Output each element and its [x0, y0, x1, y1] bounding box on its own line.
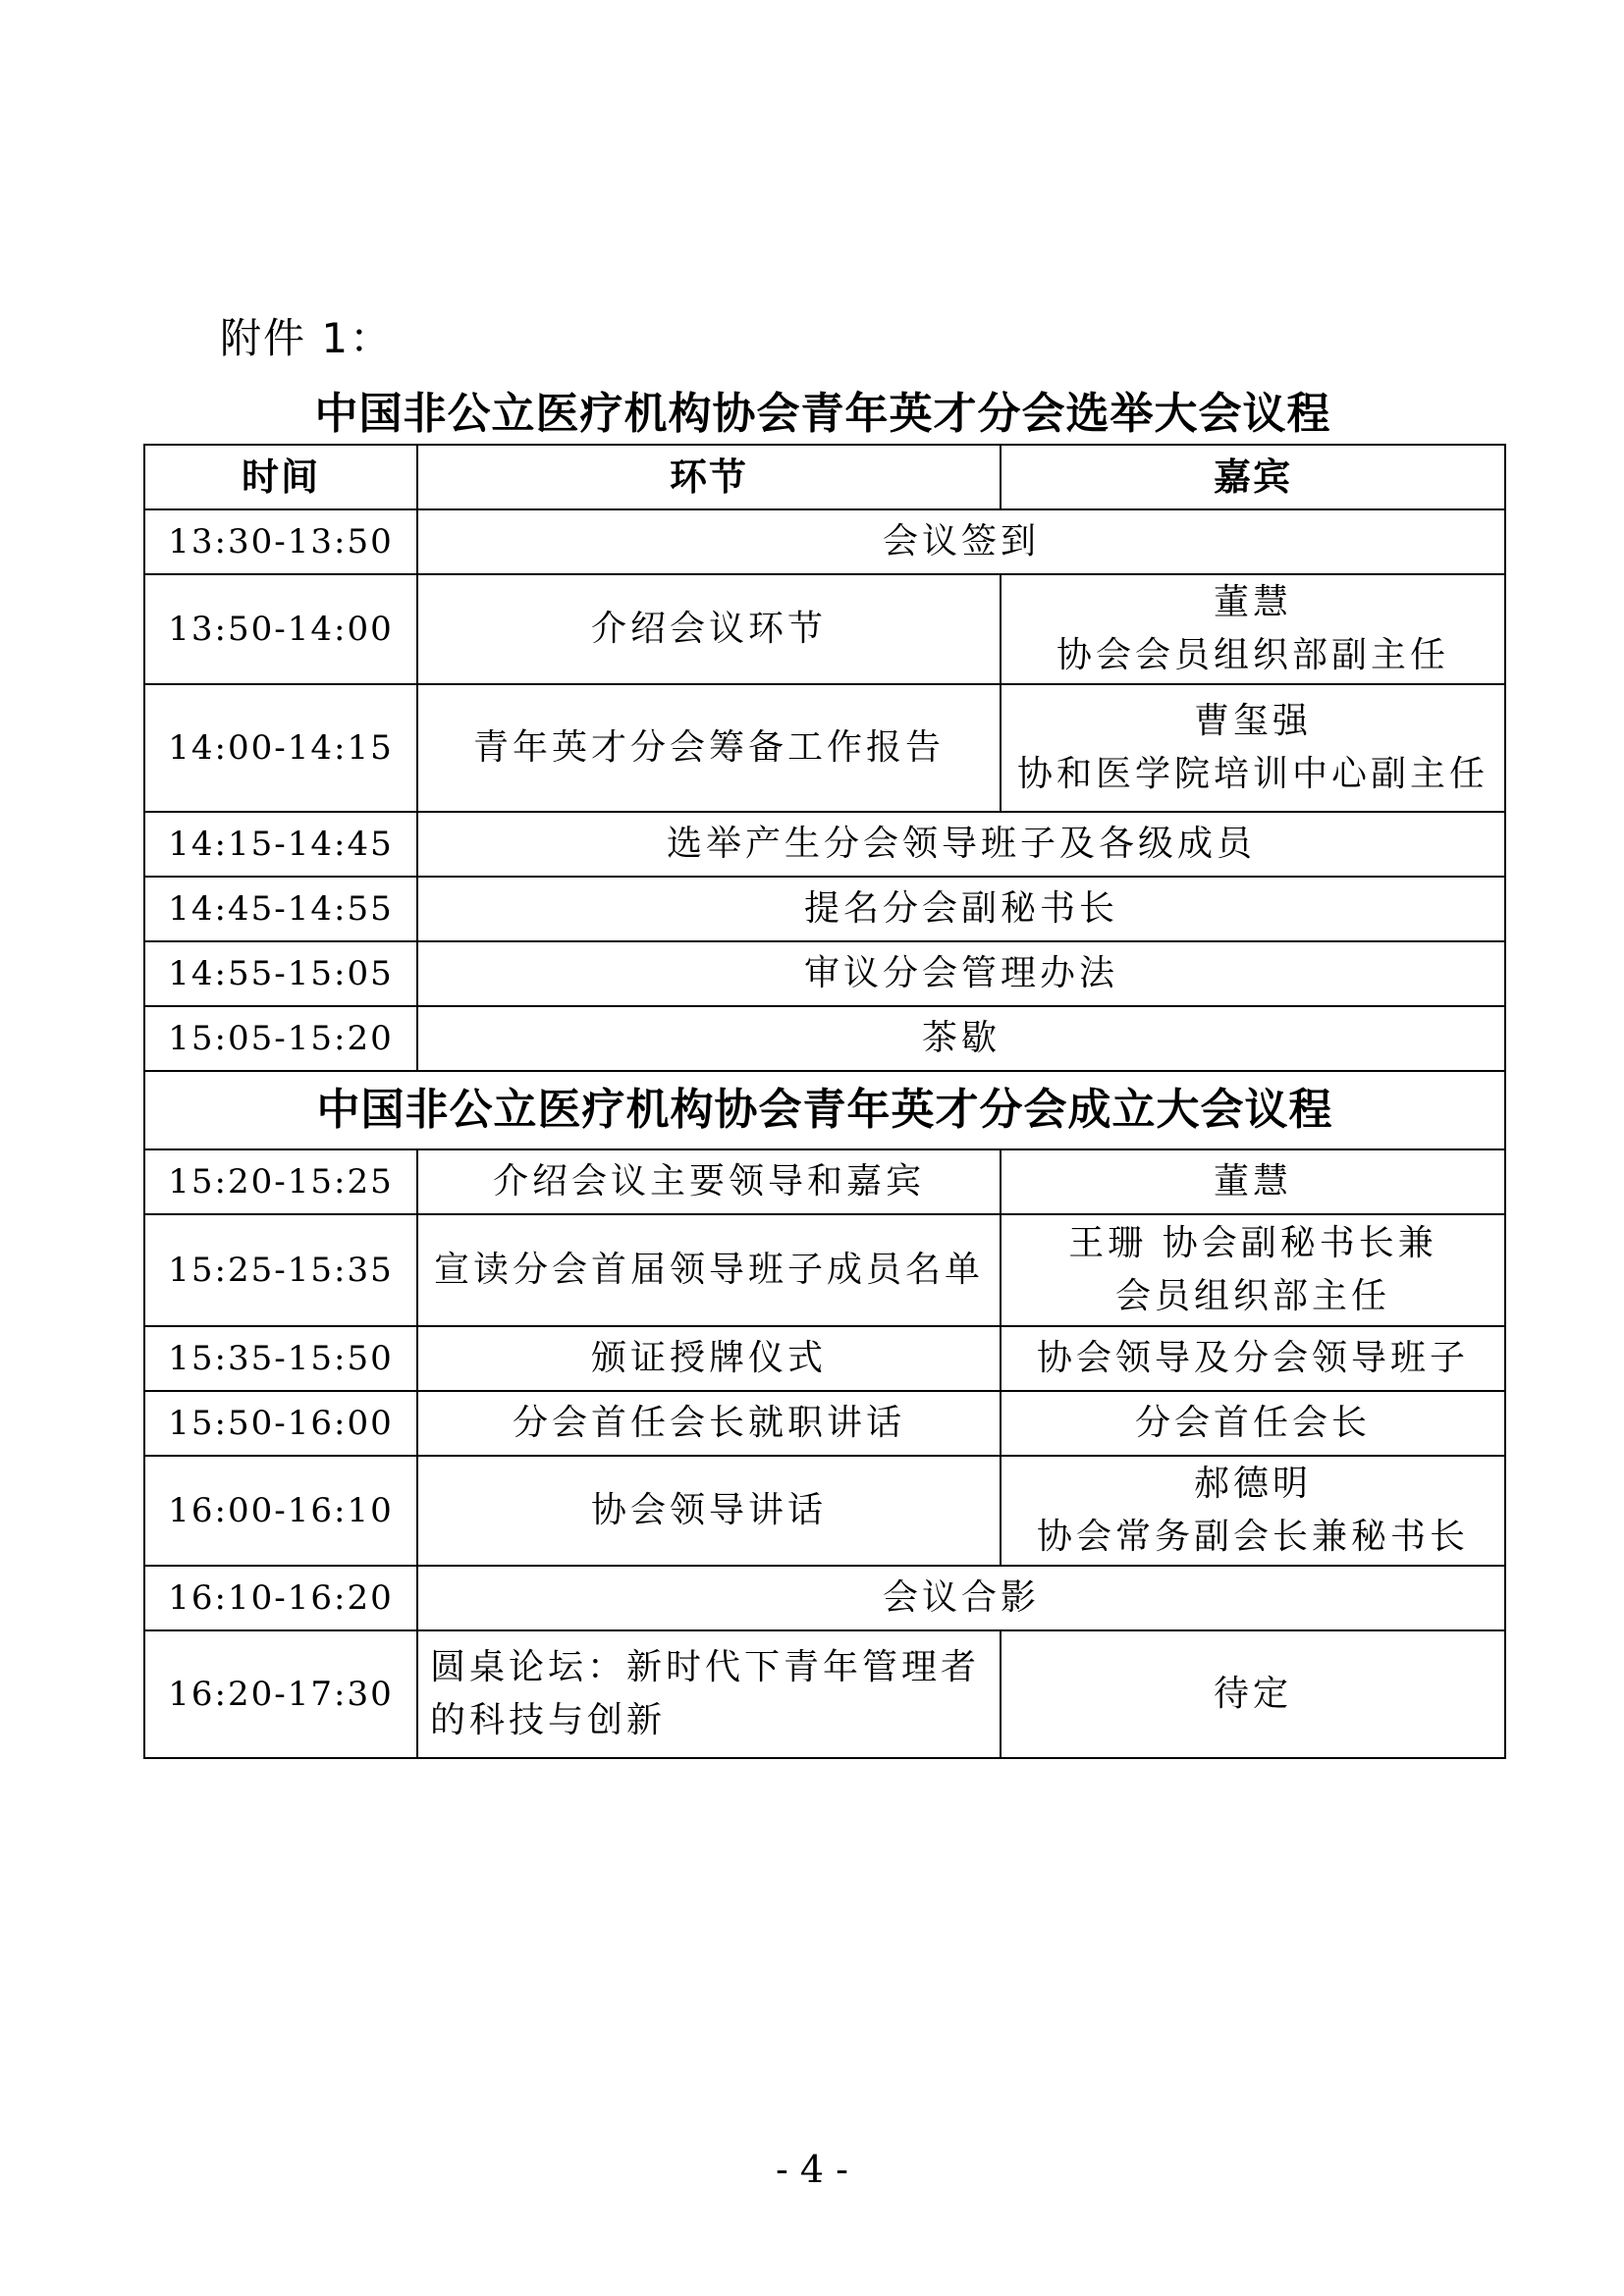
time-cell: 14:45-14:55 [144, 877, 417, 941]
column-header-item: 环节 [417, 445, 1001, 509]
item-cell: 介绍会议环节 [417, 574, 1001, 684]
guest-title: 协和医学院培训中心副主任 [1016, 754, 1489, 794]
table-row [144, 574, 1505, 684]
item-cell: 选举产生分会领导班子及各级成员 [417, 812, 1505, 877]
guest-name: 郝德明 [1193, 1464, 1312, 1504]
guest-cell [1001, 1456, 1505, 1566]
section-title-row [144, 1071, 1505, 1149]
table-row [144, 1566, 1505, 1630]
guest-name: 王珊 协会副秘书长兼 [1068, 1223, 1437, 1263]
attachment-label: 附件 1： [220, 314, 394, 362]
item-cell: 茶歇 [417, 1006, 1505, 1071]
time-cell: 15:50-16:00 [144, 1391, 417, 1456]
table-row [144, 1391, 1505, 1456]
time-cell: 14:55-15:05 [144, 941, 417, 1006]
document-title: 中国非公立医疗机构协会青年英才分会选举大会议程 [314, 389, 1331, 439]
table-row [144, 1149, 1505, 1214]
guest-cell [1001, 684, 1505, 812]
table-row [144, 509, 1505, 574]
table-row [144, 1214, 1505, 1326]
item-line: 圆桌论坛：新时代下青年管理者 [430, 1647, 981, 1687]
item-cell: 青年英才分会筹备工作报告 [417, 684, 1001, 812]
guest-cell [1001, 1214, 1505, 1326]
time-cell: 16:20-17:30 [144, 1630, 417, 1758]
time-cell: 15:25-15:35 [144, 1214, 417, 1326]
table-header-row [144, 445, 1505, 509]
section-title: 中国非公立医疗机构协会青年英才分会成立大会议程 [144, 1071, 1505, 1149]
table-row [144, 1456, 1505, 1566]
column-header-guest: 嘉宾 [1001, 445, 1505, 509]
table-row [144, 877, 1505, 941]
item-line: 的科技与创新 [430, 1700, 667, 1740]
item-cell: 分会首任会长就职讲话 [417, 1391, 1001, 1456]
item-cell: 协会领导讲话 [417, 1456, 1001, 1566]
item-cell: 审议分会管理办法 [417, 941, 1505, 1006]
guest-title: 会员组织部主任 [1114, 1276, 1390, 1316]
time-cell: 13:50-14:00 [144, 574, 417, 684]
guest-cell: 协会领导及分会领导班子 [1001, 1326, 1505, 1391]
page-number: - 4 - [775, 2148, 848, 2191]
guest-cell: 待定 [1001, 1630, 1505, 1758]
time-cell: 16:00-16:10 [144, 1456, 417, 1566]
time-cell: 14:00-14:15 [144, 684, 417, 812]
guest-cell: 分会首任会长 [1001, 1391, 1505, 1456]
agenda-table [143, 444, 1506, 1759]
table-row [144, 1006, 1505, 1071]
item-cell: 提名分会副秘书长 [417, 877, 1505, 941]
table-row [144, 1630, 1505, 1758]
item-cell: 会议合影 [417, 1566, 1505, 1630]
guest-name: 董慧 [1213, 582, 1292, 622]
table-row [144, 941, 1505, 1006]
guest-cell [1001, 574, 1505, 684]
guest-cell: 董慧 [1001, 1149, 1505, 1214]
table-row [144, 684, 1505, 812]
guest-title: 协会会员组织部副主任 [1056, 635, 1449, 675]
guest-name: 曹玺强 [1193, 701, 1312, 741]
guest-title: 协会常务副会长兼秘书长 [1036, 1517, 1469, 1557]
time-cell: 15:35-15:50 [144, 1326, 417, 1391]
item-cell: 宣读分会首届领导班子成员名单 [417, 1214, 1001, 1326]
item-cell: 颁证授牌仪式 [417, 1326, 1001, 1391]
time-cell: 13:30-13:50 [144, 509, 417, 574]
column-header-time: 时间 [144, 445, 417, 509]
table-row [144, 812, 1505, 877]
time-cell: 15:20-15:25 [144, 1149, 417, 1214]
time-cell: 16:10-16:20 [144, 1566, 417, 1630]
item-cell [417, 1630, 1001, 1758]
item-cell: 介绍会议主要领导和嘉宾 [417, 1149, 1001, 1214]
time-cell: 15:05-15:20 [144, 1006, 417, 1071]
time-cell: 14:15-14:45 [144, 812, 417, 877]
item-cell: 会议签到 [417, 509, 1505, 574]
table-row [144, 1326, 1505, 1391]
